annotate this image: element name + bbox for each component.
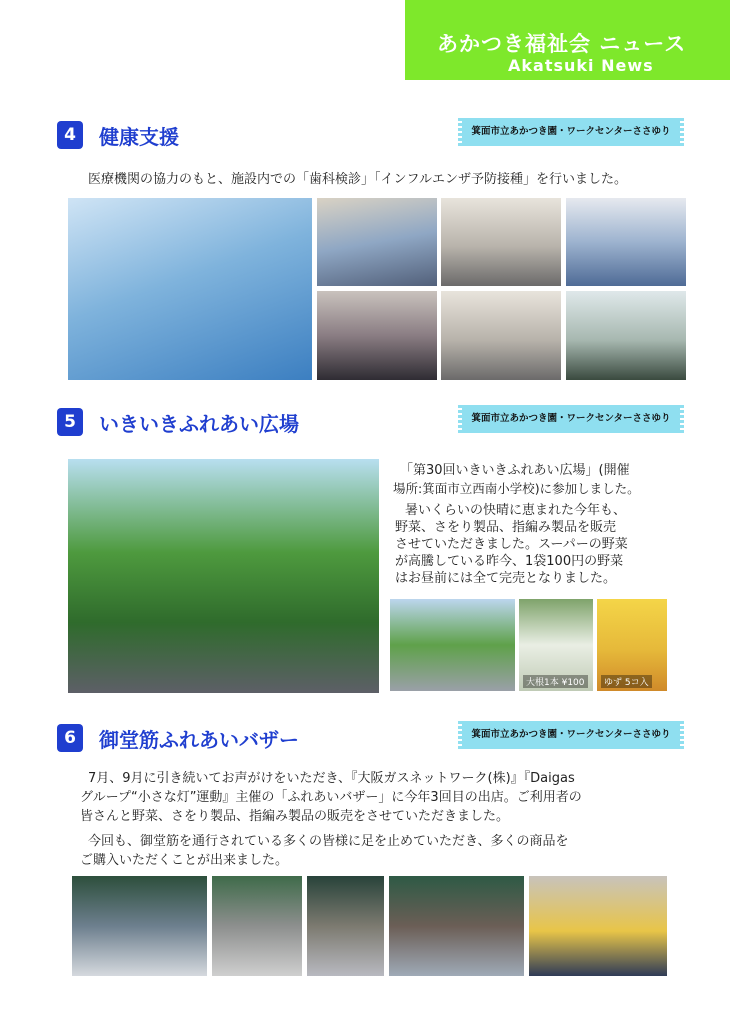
photo-bazaar-stall [71, 875, 208, 977]
photo-flu-vaccination-5 [440, 290, 562, 381]
section-5-text-line-5: させていただきました。スーパーの野菜 [395, 537, 628, 552]
section-4-title: 健康支援 [99, 125, 179, 149]
section-6-text-line-3: 皆さんと野菜、さをり製品、指編み製品の販売をさせていただきました。 [80, 809, 510, 824]
section-5-text-line-2: 場所:箕面市立西南小学校)に参加しました。 [393, 481, 640, 496]
newsletter-subtitle: Akatsuki News [508, 56, 654, 75]
photo-flu-vaccination-3 [565, 197, 687, 287]
section-5-number: 5 [57, 408, 83, 436]
section-6-text-line-4: 今回も、御堂筋を通行されている多くの皆様に足を止めていただき、多くの商品を [88, 834, 569, 849]
section-6-number: 6 [57, 724, 83, 752]
photo-bazaar-customers [306, 875, 385, 977]
section-6-title: 御堂筋ふれあいバザー [99, 728, 299, 752]
photo-flu-vaccination-2 [440, 197, 562, 287]
photo-bazaar-staff [211, 875, 303, 977]
photo-flu-vaccination-6 [565, 290, 687, 381]
photo-fureai-hiroba-booth [67, 458, 380, 694]
section-5-title: いきいきふれあい広場 [99, 412, 299, 436]
section-4-facility-tag: 箕面市立あかつき園・ワークセンターささゆり [462, 118, 680, 146]
photo-daikon-radish [518, 598, 594, 692]
section-4-text: 医療機関の協力のもと、施設内での「歯科検診」「インフルエンザ予防接種」を行いました。 [88, 172, 627, 187]
section-5-text-line-4: 野菜、さをり製品、指編み製品を販売 [395, 520, 617, 535]
section-5-text-line-7: はお昼前には全て完売となりました。 [395, 571, 617, 586]
photo-flu-vaccination-1 [316, 197, 438, 287]
photo-dental-checkup [67, 197, 313, 381]
newsletter-title: あかつき福祉会 ニュース [437, 32, 687, 56]
section-4-number: 4 [57, 121, 83, 149]
section-6-facility-tag: 箕面市立あかつき園・ワークセンターささゆり [462, 721, 680, 749]
photo-flu-vaccination-4 [316, 290, 438, 381]
section-5-text-line-6: が高騰している昨今、1袋100円の野菜 [395, 554, 624, 569]
photo-yuzu [596, 598, 668, 692]
section-6-text-line-2: グループ“小さな灯”運動』主催の「ふれあいバザー」に今年3回目の出店。ご利用者の [80, 790, 582, 805]
section-5-text-line-1: 「第30回いきいきふれあい広場」(開催 [400, 463, 630, 478]
photo-market-stalls [389, 598, 516, 692]
daikon-price-label: 大根1本 ¥100 [523, 675, 588, 688]
section-6-text-line-5: ご購入いただくことが出来ました。 [80, 853, 289, 868]
photo-bazaar-shoppers [388, 875, 525, 977]
section-5-text-line-3: 暑いくらいの快晴に恵まれた今年も、 [405, 503, 627, 518]
section-5-facility-tag: 箕面市立あかつき園・ワークセンターささゆり [462, 405, 680, 433]
section-6-text-line-1: 7月、9月に引き続いてお声がけをいただき、『大阪ガスネットワーク(株)』『Daigas [88, 771, 575, 786]
yuzu-price-label: ゆず 5コ入 [601, 675, 652, 688]
photo-bazaar-sales [528, 875, 668, 977]
newsletter-header [405, 0, 730, 80]
